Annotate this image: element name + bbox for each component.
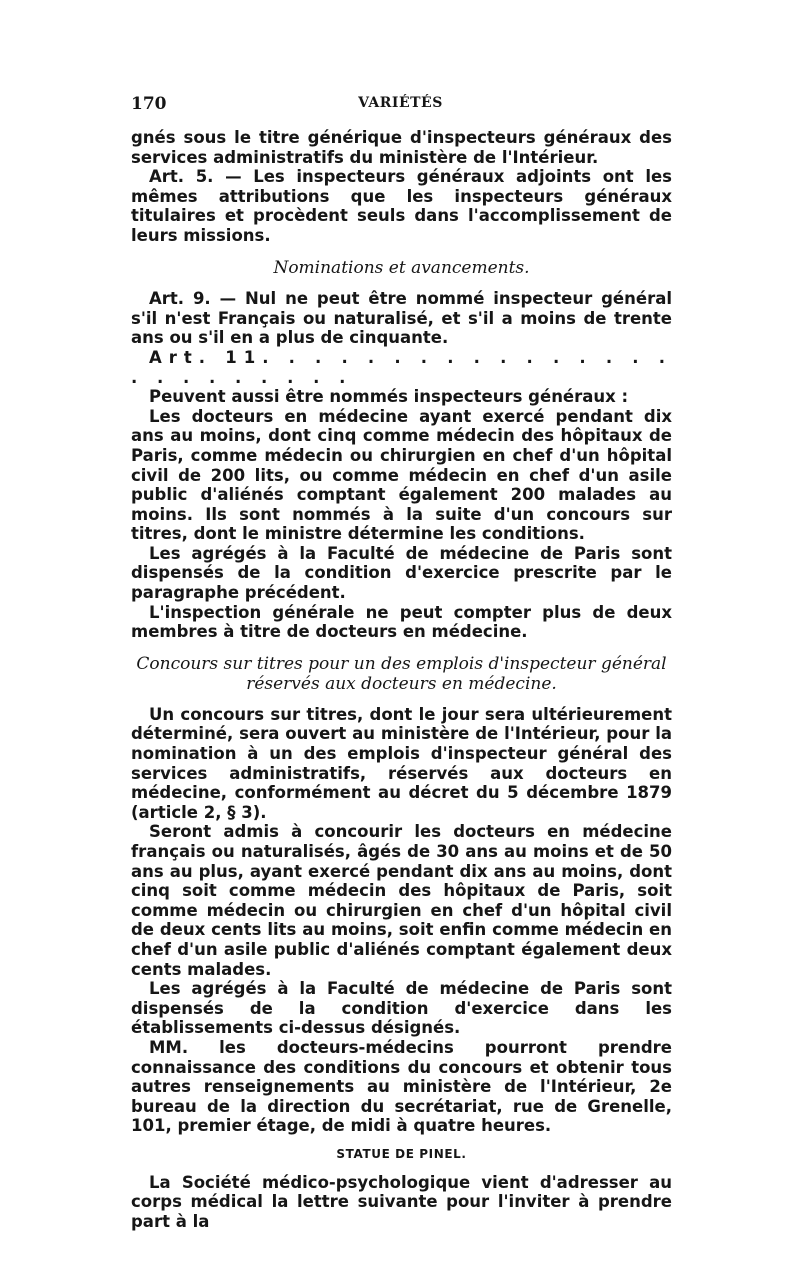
- page-number: 170: [131, 94, 167, 114]
- paragraph-agreges: Les agrégés à la Faculté de médecine de Paris sont dispensés de la condition d'exercice prescrite par le paragraphe précédent.: [131, 543, 672, 603]
- paragraph-renseignements: MM. les docteurs-médecins pourront prendre connaissance des conditions du concours et obtenir tous autres renseignements au ministère de l'Intérieur, 2e bureau de la direction du secrétariat, rue de Grenelle, 101, premier étage, de midi à quatre heures.: [131, 1037, 672, 1136]
- paragraph-article-9: Art. 9. — Nul ne peut être nommé inspecteur général s'il n'est Français ou naturalisé, et s'il a moins de trente ans ou s'il en a plus de cinquante.: [131, 289, 672, 348]
- paragraph-article-11: Art. 11. . . . . . . . . . . . . . . . . . . . . . . . .: [131, 347, 672, 387]
- paragraph-concours-opening: Un concours sur titres, dont le jour sera ultérieurement déterminé, sera ouvert au ministère de l'Intérieur, pour la nomination à un des emplois d'inspecteur général des services administratifs, réservés aux docteurs en médecine, conformément au décret du 5 décembre 1879 (article 2, § 3).: [131, 704, 672, 822]
- section-heading-statue: STATUE DE PINEL.: [336, 1146, 467, 1161]
- paragraph-admission: Seront admis à concourir les docteurs en médecine français ou naturalisés, âgés de 30 ans au moins et de 50 ans au plus, ayant exercé pendant dix ans au moins, dont cinq soit comme médecin des hôpitaux de Paris, soit comme médecin ou chirurgien en chef d'un hôpital civil de deux cents lits au moins, soit enfin comme médecin en chef d'un asile public d'aliénés comptant également deux cents malades.: [131, 822, 672, 979]
- page-header: [131, 94, 670, 118]
- paragraph-eligibility: Peuvent aussi être nommés inspecteurs généraux :: [149, 387, 629, 407]
- paragraph-continuation: gnés sous le titre générique d'inspecteurs généraux des services administratifs du ministère de l'Intérieur.: [131, 128, 672, 167]
- paragraph-societe: La Société médico-psychologique vient d'adresser au corps médical la lettre suivante pour l'inviter à prendre part à la: [131, 1172, 672, 1231]
- paragraph-article-5: Art. 5. — Les inspecteurs généraux adjoints ont les mêmes attributions que les inspecteurs généraux titulaires et procèdent seuls dans l'accomplissement de leurs missions.: [131, 167, 672, 245]
- running-title: VARIÉTÉS: [358, 95, 443, 111]
- section-heading-concours: Concours sur titres pour un des emplois d'inspecteur général réservés aux docteurs en médecine.: [136, 653, 667, 694]
- paragraph-inspection-limit: L'inspection générale ne peut compter plus de deux membres à titre de docteurs en médecine.: [131, 602, 672, 642]
- paragraph-dispense: Les agrégés à la Faculté de médecine de Paris sont dispensés de la condition d'exercice dans les établissements ci-dessus désignés.: [131, 979, 672, 1038]
- page-body: [131, 128, 672, 1231]
- section-heading-nominations: Nominations et avancements.: [273, 257, 530, 278]
- paragraph-doctors: Les docteurs en médecine ayant exercé pendant dix ans au moins, dont cinq comme médecin des hôpitaux de Paris, comme médecin ou chirurgien en chef d'un hôpital civil de 200 lits, ou comme médecin en chef d'un asile public d'aliénés comptant également 200 malades au moins. Ils sont nommés à la suite d'un concours sur titres, dont le ministre détermine les conditions.: [131, 406, 672, 544]
